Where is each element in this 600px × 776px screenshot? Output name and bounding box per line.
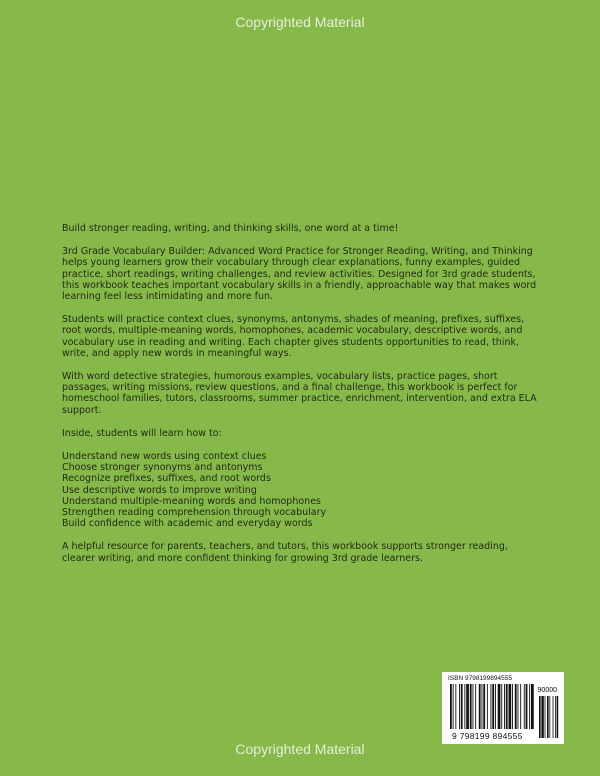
closing-paragraph: A helpful resource for parents, teachers, and tutors, this workbook supports stronger reading, clearer writing, and more confident thinking for growing 3rd grade learners. [62,541,508,564]
price-code: 90000 [537,687,557,694]
list-item: Understand multiple-meaning words and homophones [62,495,321,507]
copyright-watermark-bottom: Copyrighted Material [235,741,365,757]
list-item: Recognize prefixes, suffixes, and root words [62,473,271,485]
copyright-watermark-top: Copyrighted Material [235,14,365,30]
list-intro: Inside, students will learn how to: [62,427,222,439]
back-cover-blurb [62,223,542,576]
isbn-barcode [442,672,564,744]
learning-list [62,451,542,529]
list-item: Strengthen reading comprehension through vocabulary [62,507,327,519]
isbn-label: ISBN 9798199894555 [448,675,512,682]
description-paragraph: 3rd Grade Vocabulary Builder: Advanced Word Practice for Stronger Reading, Writing, and Thinking helps young learners grow their vocabulary through clear explanations, funny examples, guided practice, short readings, writing challenges, and review activities. Designed for 3rd grade students, this workbook teaches important vocabulary skills in a friendly, approachable way that makes word learning feel less intimidating and more fun. [62,246,537,303]
barcode-digits: 9 798199 894555 [452,731,523,741]
tagline: Build stronger reading, writing, and thinking skills, one word at a time! [62,223,399,234]
list-item: Use descriptive words to improve writing [62,484,257,496]
list-item: Understand new words using context clues [62,451,267,463]
features-paragraph: With word detective strategies, humorous examples, vocabulary lists, practice pages, short passages, writing missions, review questions, and a final challenge, this workbook is perfect for homeschool families, tutors, classrooms, summer practice, enrichment, intervention, and extra ELA support. [62,371,537,416]
list-item: Choose stronger synonyms and antonyms [62,462,263,474]
list-item: Build confidence with academic and everyday words [62,518,313,530]
skills-paragraph: Students will practice context clues, synonyms, antonyms, shades of meaning, prefixes, suffixes, root words, multiple-meaning words, homophones, academic vocabulary, descriptive words, and vocabulary use in reading and writing. Each chapter gives students opportunities to read, think, write, and apply new words in meaningful ways. [62,314,525,359]
